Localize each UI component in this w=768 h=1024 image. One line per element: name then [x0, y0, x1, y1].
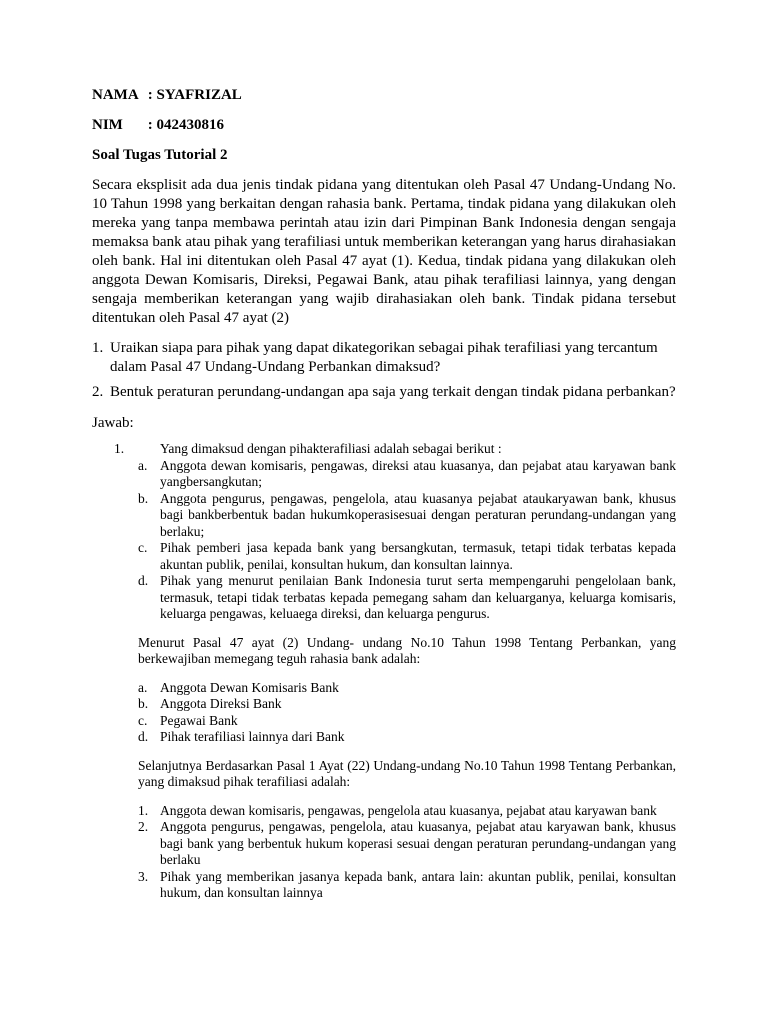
list-item-text: Anggota dewan komisaris, pengawas, direksi atau kuasanya, dan pejabat atau karyawan bank yangbersangkutan; [160, 457, 676, 489]
list-marker: a. [138, 457, 148, 473]
question-text: Bentuk peraturan perundang-undangan apa saja yang terkait dengan tindak pidana perbankan? [110, 384, 676, 400]
name-line [92, 86, 676, 104]
list-item [92, 869, 676, 902]
list-marker: b. [138, 696, 149, 711]
list-marker: c. [138, 712, 148, 728]
secrecy-list [92, 680, 676, 746]
list-marker: d. [138, 573, 149, 588]
list-item-text: Anggota dewan komisaris, pengawas, pengelola atau kuasanya, pejabat atau karyawan bank [160, 802, 657, 818]
affiliated-list [92, 803, 676, 902]
nim-label: NIM [92, 117, 123, 133]
nim-value: : 042430816 [147, 117, 224, 133]
list-item [92, 573, 676, 623]
nim-line [92, 116, 676, 134]
intro-paragraph: Secara eksplisit ada dua jenis tindak pidana yang ditentukan oleh Pasal 47 Undang-Undang No. 10 Tahun 1998 yang berkaitan dengan rahasia bank. Pertama, tindak pidana yang dilakukan oleh mereka yang tanpa membawa perintah atau izin dari Pimpinan Bank Indonesia dengan sengaja memaksa bank atau pihak yang terafiliasi untuk memberikan keterangan yang harus dirahasiakan oleh bank. Hal ini ditentukan oleh Pasal 47 ayat (1). Kedua, tindak pidana yang dilakukan oleh anggota Dewan Komisaris, Direksi, Pegawai Bank, atau pihak terafiliasi lainnya, yang dengan sengaja memberikan keterangan yang wajib dirahasiakan oleh bank. Tindak pidana tersebut ditentukan oleh Pasal 47 ayat (2) [92, 177, 676, 326]
list-item [92, 680, 676, 697]
list-item [92, 729, 676, 746]
question-number: 1. [92, 340, 104, 356]
question-number: 2. [92, 384, 104, 400]
answer-paragraph: Menurut Pasal 47 ayat (2) Undang- undang No.10 Tahun 1998 Tentang Perbankan, yang berkewajiban memegang teguh rahasia bank adalah: [138, 634, 676, 666]
list-item [92, 458, 676, 491]
question-item [92, 339, 676, 377]
list-item-text: Pihak yang menurut penilaian Bank Indonesia turut serta mempengaruhi pengelolaan bank, termasuk, tetapi tidak terbatas kepada pemegang saham dan keluarganya, keluarga komisaris, keluarga pengawas, keluaega direksi, dan keluarga pengurus. [160, 573, 676, 621]
list-item [92, 540, 676, 573]
name-value: : SYAFRIZAL [147, 87, 242, 103]
list-item-text: Anggota pengurus, pengawas, pengelola, atau kuasanya, pejabat atau karyawan bank, khusus bagi bank yang berbentuk hukum koperasi sesuai dengan peraturan perundang-undangan yang berlaku [160, 819, 676, 867]
name-label: NAMA [92, 87, 139, 103]
list-marker: 1. [138, 802, 149, 818]
list-item [92, 491, 676, 541]
answer-paragraph: Selanjutnya Berdasarkan Pasal 1 Ayat (22) Undang-undang No.10 Tahun 1998 Tentang Perbankan, yang dimaksud pihak terafiliasi adalah: [138, 757, 676, 789]
question-item [92, 383, 676, 402]
answer-section [92, 441, 676, 902]
list-item [92, 803, 676, 820]
list-item [92, 696, 676, 713]
answer-heading: Jawab: [92, 415, 134, 431]
answer-number: 1. [114, 441, 125, 456]
list-marker: 2. [138, 819, 149, 834]
list-item-text: Anggota Dewan Komisaris Bank [160, 679, 339, 695]
list-item [92, 819, 676, 869]
list-item-text: Anggota Direksi Bank [160, 696, 282, 711]
answer-lead-text: Yang dimaksud dengan pihakterafiliasi adalah sebagai berikut : [160, 441, 502, 456]
list-marker: 3. [138, 868, 149, 884]
answer-lead [92, 441, 676, 458]
list-marker: c. [138, 540, 148, 555]
assignment-title: Soal Tugas Tutorial 2 [92, 147, 228, 163]
list-marker: b. [138, 490, 149, 506]
list-marker: d. [138, 729, 149, 744]
list-item-text: Pihak terafiliasi lainnya dari Bank [160, 729, 345, 744]
list-item [92, 713, 676, 730]
question-list [92, 339, 676, 402]
list-item-text: Pegawai Bank [160, 712, 238, 728]
list-item-text: Pihak pemberi jasa kepada bank yang bersangkutan, termasuk, tetapi tidak terbatas kepada akuntan publik, penilai, konsultan hukum, dan konsultan lainnya. [160, 540, 676, 572]
question-text: Uraikan siapa para pihak yang dapat dikategorikan sebagai pihak terafiliasi yang tercantum dalam Pasal 47 Undang-Undang Perbankan dimaksud? [110, 340, 658, 375]
list-item-text: Pihak yang memberikan jasanya kepada bank, antara lain: akuntan publik, penilai, konsultan hukum, dan konsultan lainnya [160, 868, 676, 900]
list-marker: a. [138, 679, 148, 695]
list-item-text: Anggota pengurus, pengawas, pengelola, atau kuasanya pejabat ataukaryawan bank, khusus bagi bankberbentuk badan hukumkoperasisesuai dengan peraturan perundang-undangan yang berlaku; [160, 490, 676, 539]
